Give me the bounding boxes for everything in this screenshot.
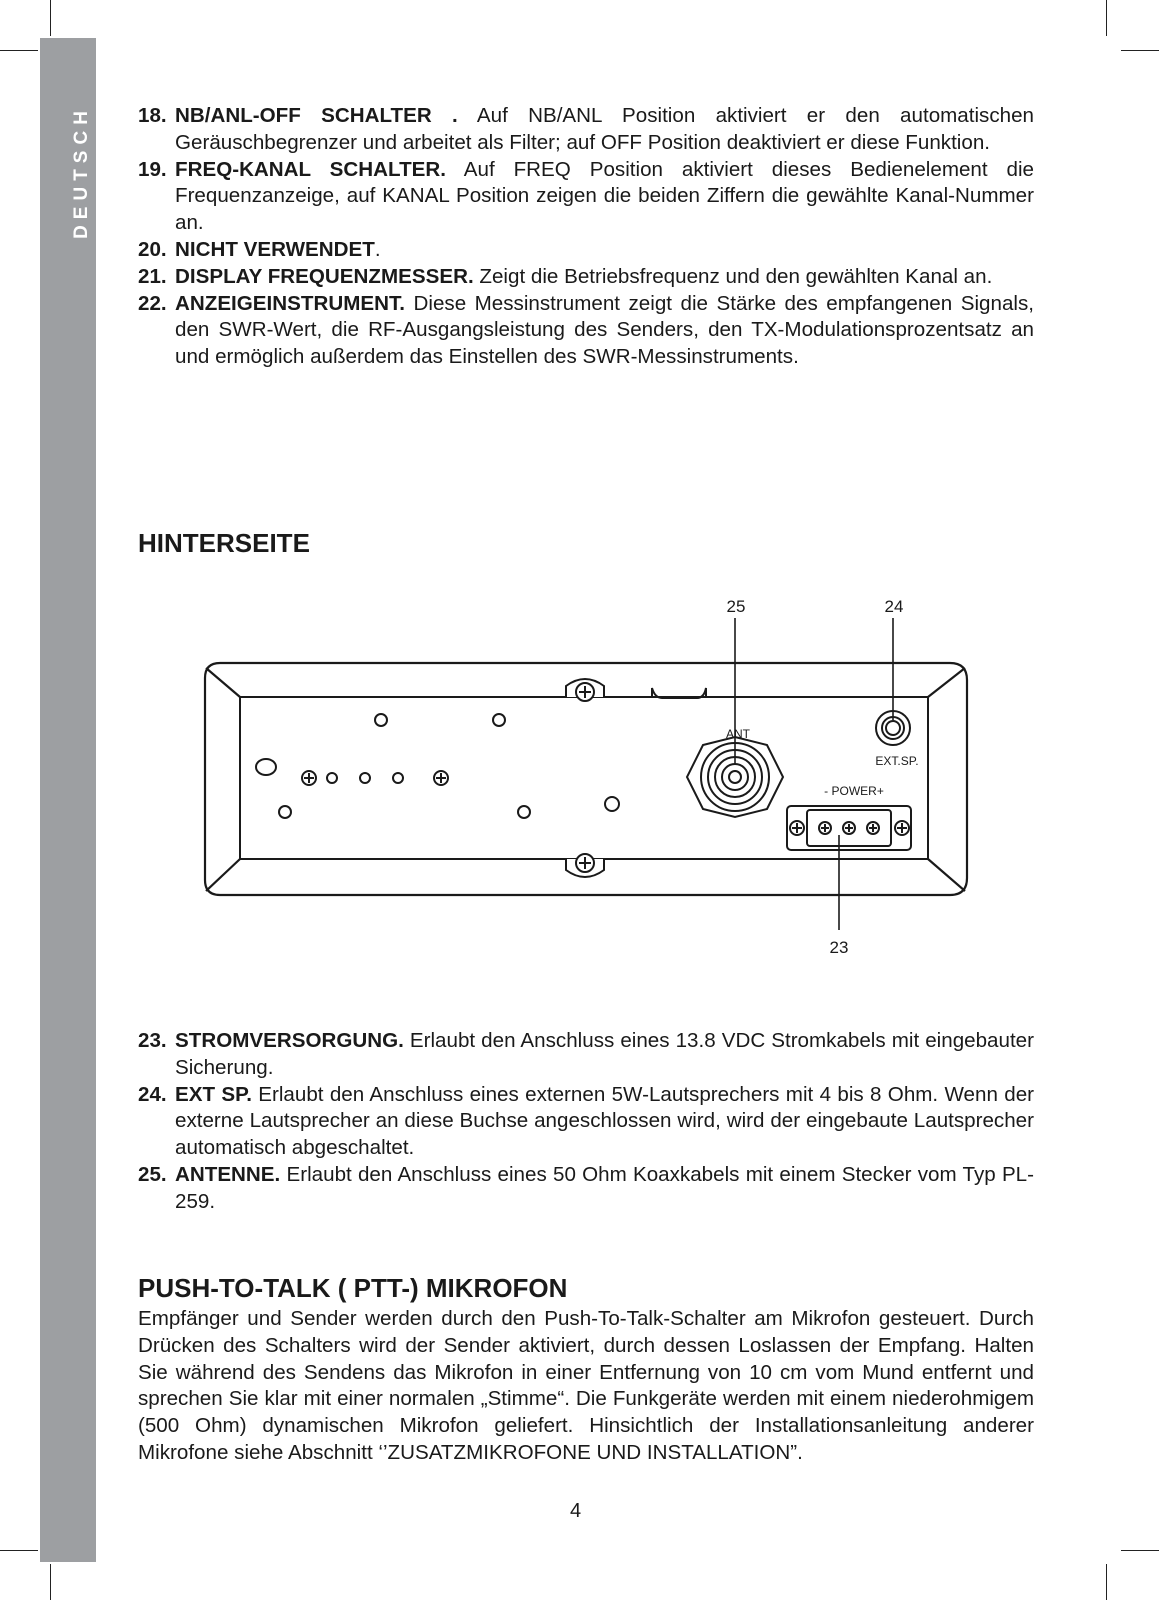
item-text: Zeigt die Betriebsfrequenz und den gewählten Kanal an.	[473, 264, 993, 288]
list-item	[138, 1082, 1034, 1162]
callout-23: 23	[829, 938, 849, 957]
item-text: Auf FREQ Position aktiviert dieses Bedienelement die Frequenzanzeige, auf KANAL Position zeigen die beiden Ziffern die gewählte Kanal-Nummer an.	[175, 157, 1035, 235]
label-power: - POWER+	[824, 784, 884, 798]
item-number: 25.	[138, 1162, 167, 1186]
item-title: FREQ-KANAL SCHALTER.	[175, 157, 446, 181]
label-ant: ANT	[726, 727, 750, 741]
item-text: Diese Messinstrument zeigt die Stärke des empfangenen Signals, den SWR-Wert, die RF-Ausgangsleistung des Senders, den TX-Modulationsprozentsatz an und ermöglich außerdem das Einstellen des SWR-Messinstruments.	[175, 291, 1034, 369]
item-text: Auf NB/ANL Position aktiviert er den automatischen Geräuschbegrenzer und arbeitet als Filter; auf OFF Position deaktiviert er diese Funktion.	[175, 104, 1034, 154]
item-title: NICHT VERWENDET	[175, 237, 375, 261]
item-title: EXT SP.	[175, 1082, 252, 1106]
item-number: 23.	[138, 1029, 167, 1052]
page-number: 4	[570, 1500, 582, 1522]
callout-25: 25	[726, 597, 746, 616]
item-title: STROMVERSORGUNG.	[175, 1029, 404, 1052]
item-number: 19.	[138, 157, 167, 181]
crop-mark	[0, 1550, 38, 1551]
list-item	[138, 1028, 1034, 1082]
crop-mark	[50, 1564, 51, 1600]
item-title: ANTENNE.	[175, 1162, 281, 1186]
item-number: 18.	[138, 104, 167, 127]
item-title: NB/ANL-OFF SCHALTER .	[175, 104, 458, 127]
language-label: DEUTSCH	[71, 105, 92, 239]
section-heading-rear: HINTERSEITE	[138, 528, 310, 558]
section-heading-ptt: PUSH-TO-TALK ( PTT-) MIKROFON	[138, 1273, 568, 1303]
label-ext-sp: EXT.SP.	[875, 754, 919, 768]
item-number: 20.	[138, 237, 167, 261]
callout-24: 24	[884, 597, 904, 616]
item-title: ANZEIGEINSTRUMENT.	[175, 291, 405, 315]
power-connector	[787, 806, 911, 850]
item-text: Erlaubt den Anschluss eines 13.8 VDC Stromkabels mit eingebauter Sicherung.	[175, 1029, 1034, 1079]
item-number: 22.	[138, 291, 167, 315]
list-item	[138, 1162, 1034, 1216]
item-title: DISPLAY FREQUENZMESSER.	[175, 264, 474, 288]
item-number: 21.	[138, 264, 167, 288]
item-text: Erlaubt den Anschluss eines externen 5W-Lautsprechers mit 4 bis 8 Ohm. Wenn der externe Lautsprecher an diese Buchse angeschlossen wird, wird der eingebaute Lautsprecher automatisch abgeschaltet.	[175, 1082, 1035, 1160]
ptt-paragraph: Empfänger und Sender werden durch den Push-To-Talk-Schalter am Mikrofon gesteuert. Durch Drücken des Schalters wird der Sender aktiviert, durch dessen Loslassen der Empfang. Halten Sie während des Sendens das Mikrofon in einer Entfernung von 10 cm vom Mund entfernt und sprechen Sie klar mit einer normalen „Stimme“. Die Funkgeräte werden mit einem niederohmigem (500 Ohm) dynamischen Mikrofon geliefert. Hinsichtlich der Installationsanleitung anderer Mikrofone siehe Abschnitt ‘’ZUSATZMIKROFONE UND INSTALLATION”.	[138, 1307, 1034, 1464]
item-text: .	[374, 237, 381, 261]
bottom-item-list	[138, 1028, 1034, 1216]
item-number: 24.	[138, 1082, 167, 1106]
item-text: Erlaubt den Anschluss eines 50 Ohm Koaxkabels mit einem Stecker vom Typ PL-259.	[175, 1162, 1034, 1213]
crop-mark	[1121, 1550, 1159, 1551]
crop-mark	[1106, 1564, 1107, 1600]
